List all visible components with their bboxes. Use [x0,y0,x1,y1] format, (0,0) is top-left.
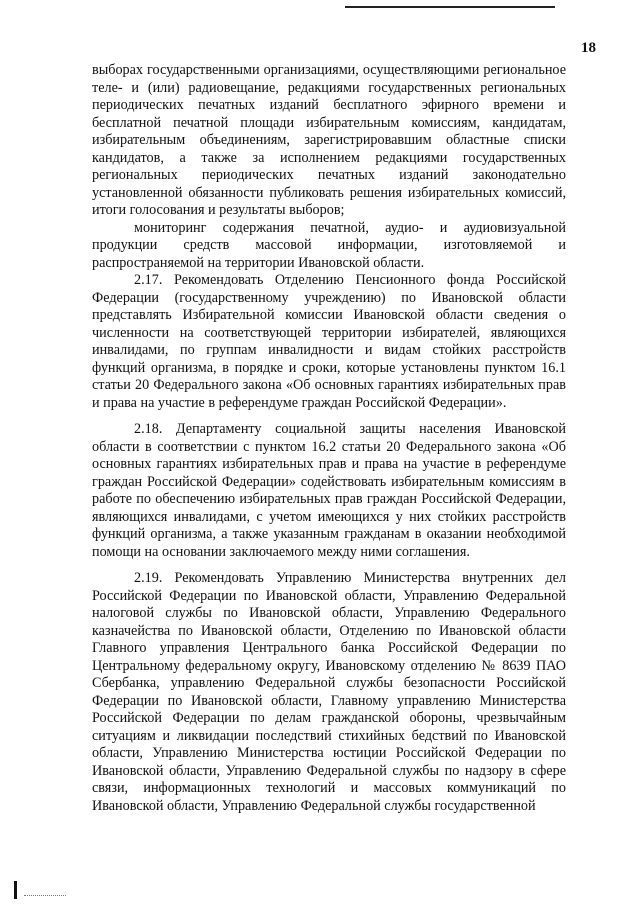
document-body [92,62,566,815]
paragraph-2-18: 2.18. Департаменту социальной защиты населения Ивановской области в соответствии с пунктом 16.2 статьи 20 Федерального закона «Об основных гарантиях избирательных прав и права на участие в референдуме граждан Российской Федерации» содействовать избирательным комиссиям в работе по обеспечению избирательных прав граждан Российской Федерации, являющихся инвалидами, с учетом имеющихся у них стойких расстройств функций организма, а также указанным гражданам в оказании необходимой помощи на основании заключаемого между ними соглашения. [92,421,566,560]
scan-margin-mark [14,881,17,899]
paragraph-continuation: выборах государственными организациями, осуществляющими региональное теле- и (или) радиовещание, редакциями государственных региональных периодических печатных изданий бесплатного эфирного времени и бесплатной печатной площади избирательным комиссиям, кандидатам, избирательным объединениям, зарегистрировавшим областные списки кандидатов, а также за исполнением редакциями государственных региональных периодических печатных изданий законодательно установленной обязанности публиковать решения избирательных комиссий, итоги голосования и результаты выборов; [92,62,566,218]
paragraph-2-17: 2.17. Рекомендовать Отделению Пенсионного фонда Российской Федерации (государственному учреждению) по Ивановской области представлять Избирательной комиссии Ивановской области сведения о численности на соответствующей территории избирателей, являющихся инвалидами, по группам инвалидности и видам стойких расстройств функций организма, в порядке и сроки, которые установлены пунктом 16.1 статьи 20 Федерального закона «Об основных гарантиях избирательных прав и права на участие в референдуме граждан Российской Федерации». [92,272,566,411]
top-rule [345,6,555,8]
page-number: 18 [581,40,596,56]
scan-margin-dots [24,895,66,896]
paragraph-2-19: 2.19. Рекомендовать Управлению Министерства внутренних дел Российской Федерации по Ивановской области, Управлению Федеральной налоговой службы по Ивановской области, Управлению Федерального казначейства по Ивановской области, Отделению по Ивановской области Главного управления Центрального банка Российской Федерации по Центральному федеральному округу, Ивановскому отделению № 8639 ПАО Сбербанка, управлению Федеральной службы безопасности Российской Федерации по Ивановской области, Главному управлению Министерства Российской Федерации по делам гражданской обороны, чрезвычайным ситуациям и ликвидации последствий стихийных бедствий по Ивановской области, Управлению Министерства юстиции Российской Федерации по Ивановской области, Управлению Федеральной службы по надзору в сфере связи, информационных технологий и массовых коммуникаций по Ивановской области, Управлению Федеральной службы государственной [92,570,566,814]
paragraph-monitoring: мониторинг содержания печатной, аудио- и аудиовизуальной продукции средств массовой информации, изготовляемой и распространяемой на территории Ивановской области. [92,219,566,271]
